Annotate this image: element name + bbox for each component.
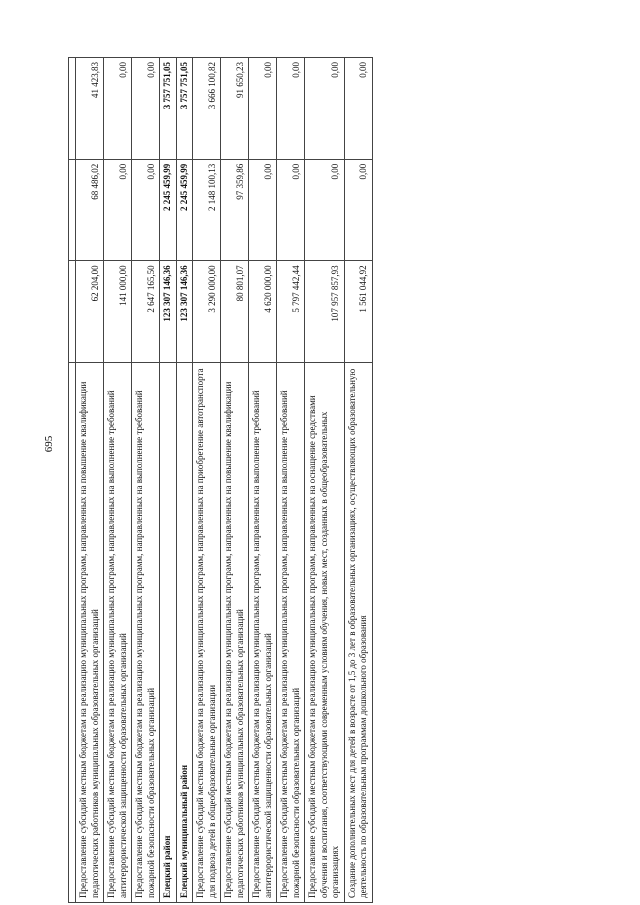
- value-2021-cell: 0,00: [132, 159, 160, 261]
- value-2021-cell: 0,00: [249, 159, 277, 261]
- table-row: [221, 58, 249, 903]
- row-name-cell: Предоставление субсидий местным бюджетам на реализацию муниципальных программ, направленных на выполнение требований антитеррористической защищенности образовательных организаций: [249, 363, 277, 903]
- table-row: [193, 58, 221, 903]
- value-2022-cell: 3 757 751,05: [160, 58, 177, 160]
- row-name-cell: Предоставление субсидий местным бюджетам на реализацию муниципальных программ, направленных на повышение квалификации педагогических работников муниципальных образовательных организаций: [221, 363, 249, 903]
- row-name-cell: Предоставление субсидий местным бюджетам на реализацию муниципальных программ, направленных на выполнение требований антитеррористической защищенности образовательных организаций: [104, 363, 132, 903]
- value-2020-cell: 141 000,00: [104, 261, 132, 363]
- value-2022-cell: 3 666 100,82: [193, 58, 221, 160]
- value-2020-cell: 4 620 000,00: [249, 261, 277, 363]
- value-2021-cell: 0,00: [344, 159, 372, 261]
- budget-table: [68, 57, 373, 903]
- value-2021-cell: 2 148 100,13: [193, 159, 221, 261]
- row-name-cell: Создание дополнительных мест для детей в возрасте от 1,5 до 3 лет в образовательных организациях, осуществляющих образовательную деятельность по образовательным программам дошкольного образования: [344, 363, 372, 903]
- value-2022-cell: 0,00: [104, 58, 132, 160]
- row-name-cell: Предоставление субсидий местным бюджетам на реализацию муниципальных программ, направленных на оснащение средствами обучения и воспитания, соответствующими современным условиям обучения, новых мест, созданных в общеобразовательных организациях: [305, 363, 345, 903]
- table-row: [305, 58, 345, 903]
- value-2020-cell: 2 647 165,50: [132, 261, 160, 363]
- row-name-cell: Предоставление субсидий местным бюджетам на реализацию муниципальных программ, направленных на повышение квалификации педагогических работников муниципальных образовательных организаций: [76, 363, 104, 903]
- value-2021-cell: 97 359,86: [221, 159, 249, 261]
- value-2020-cell: 5 797 442,44: [277, 261, 305, 363]
- value-2020-cell: 62 204,00: [76, 261, 104, 363]
- table-row: [104, 58, 132, 903]
- table-row: [249, 58, 277, 903]
- table-row: [132, 58, 160, 903]
- total-row: [176, 58, 193, 903]
- row-name-cell: Предоставление субсидий местным бюджетам на реализацию муниципальных программ, направленных на выполнение требований пожарной безопасности образовательных организаций: [277, 363, 305, 903]
- row-name-cell: Елецкий муниципальный район: [176, 363, 193, 903]
- value-2020-cell: 3 290 000,00: [193, 261, 221, 363]
- value-2022-cell: 91 650,23: [221, 58, 249, 160]
- table-row: [344, 58, 372, 903]
- table-row: [76, 58, 104, 903]
- value-2021-cell: 2 245 459,99: [176, 159, 193, 261]
- value-2021-cell: 68 486,02: [76, 159, 104, 261]
- value-2022-cell: 0,00: [249, 58, 277, 160]
- row-name-cell: Елецкий район: [160, 363, 177, 903]
- row-name-cell: Предоставление субсидий местным бюджетам на реализацию муниципальных программ, направленных на приобретение автотранспорта для подвоза детей в общеобразовательные организации: [193, 363, 221, 903]
- total-row: [160, 58, 177, 903]
- value-2021-cell: 2 245 459,99: [160, 159, 177, 261]
- rotated-table-container: [68, 58, 570, 903]
- page-number: 695: [43, 435, 55, 453]
- value-2020-cell: 1 561 044,92: [344, 261, 372, 363]
- table-row: [277, 58, 305, 903]
- table-body: [69, 58, 373, 903]
- row-name-cell: Предоставление субсидий местным бюджетам на реализацию муниципальных программ, направленных на выполнение требований пожарной безопасности образовательных организаций: [132, 363, 160, 903]
- value-2022-cell: 3 757 751,05: [176, 58, 193, 160]
- value-2022-cell: 0,00: [277, 58, 305, 160]
- value-2021-cell: 0,00: [277, 159, 305, 261]
- value-2020-cell: 107 957 857,93: [305, 261, 345, 363]
- value-2022-cell: 0,00: [132, 58, 160, 160]
- value-2020-cell: 80 801,07: [221, 261, 249, 363]
- value-2022-cell: 0,00: [305, 58, 345, 160]
- value-2020-cell: 123 307 146,36: [176, 261, 193, 363]
- value-2022-cell: 0,00: [344, 58, 372, 160]
- value-2021-cell: 0,00: [104, 159, 132, 261]
- table-top-gap-row: [69, 58, 76, 903]
- value-2021-cell: 0,00: [305, 159, 345, 261]
- value-2020-cell: 123 307 146,36: [160, 261, 177, 363]
- value-2022-cell: 41 423,83: [76, 58, 104, 160]
